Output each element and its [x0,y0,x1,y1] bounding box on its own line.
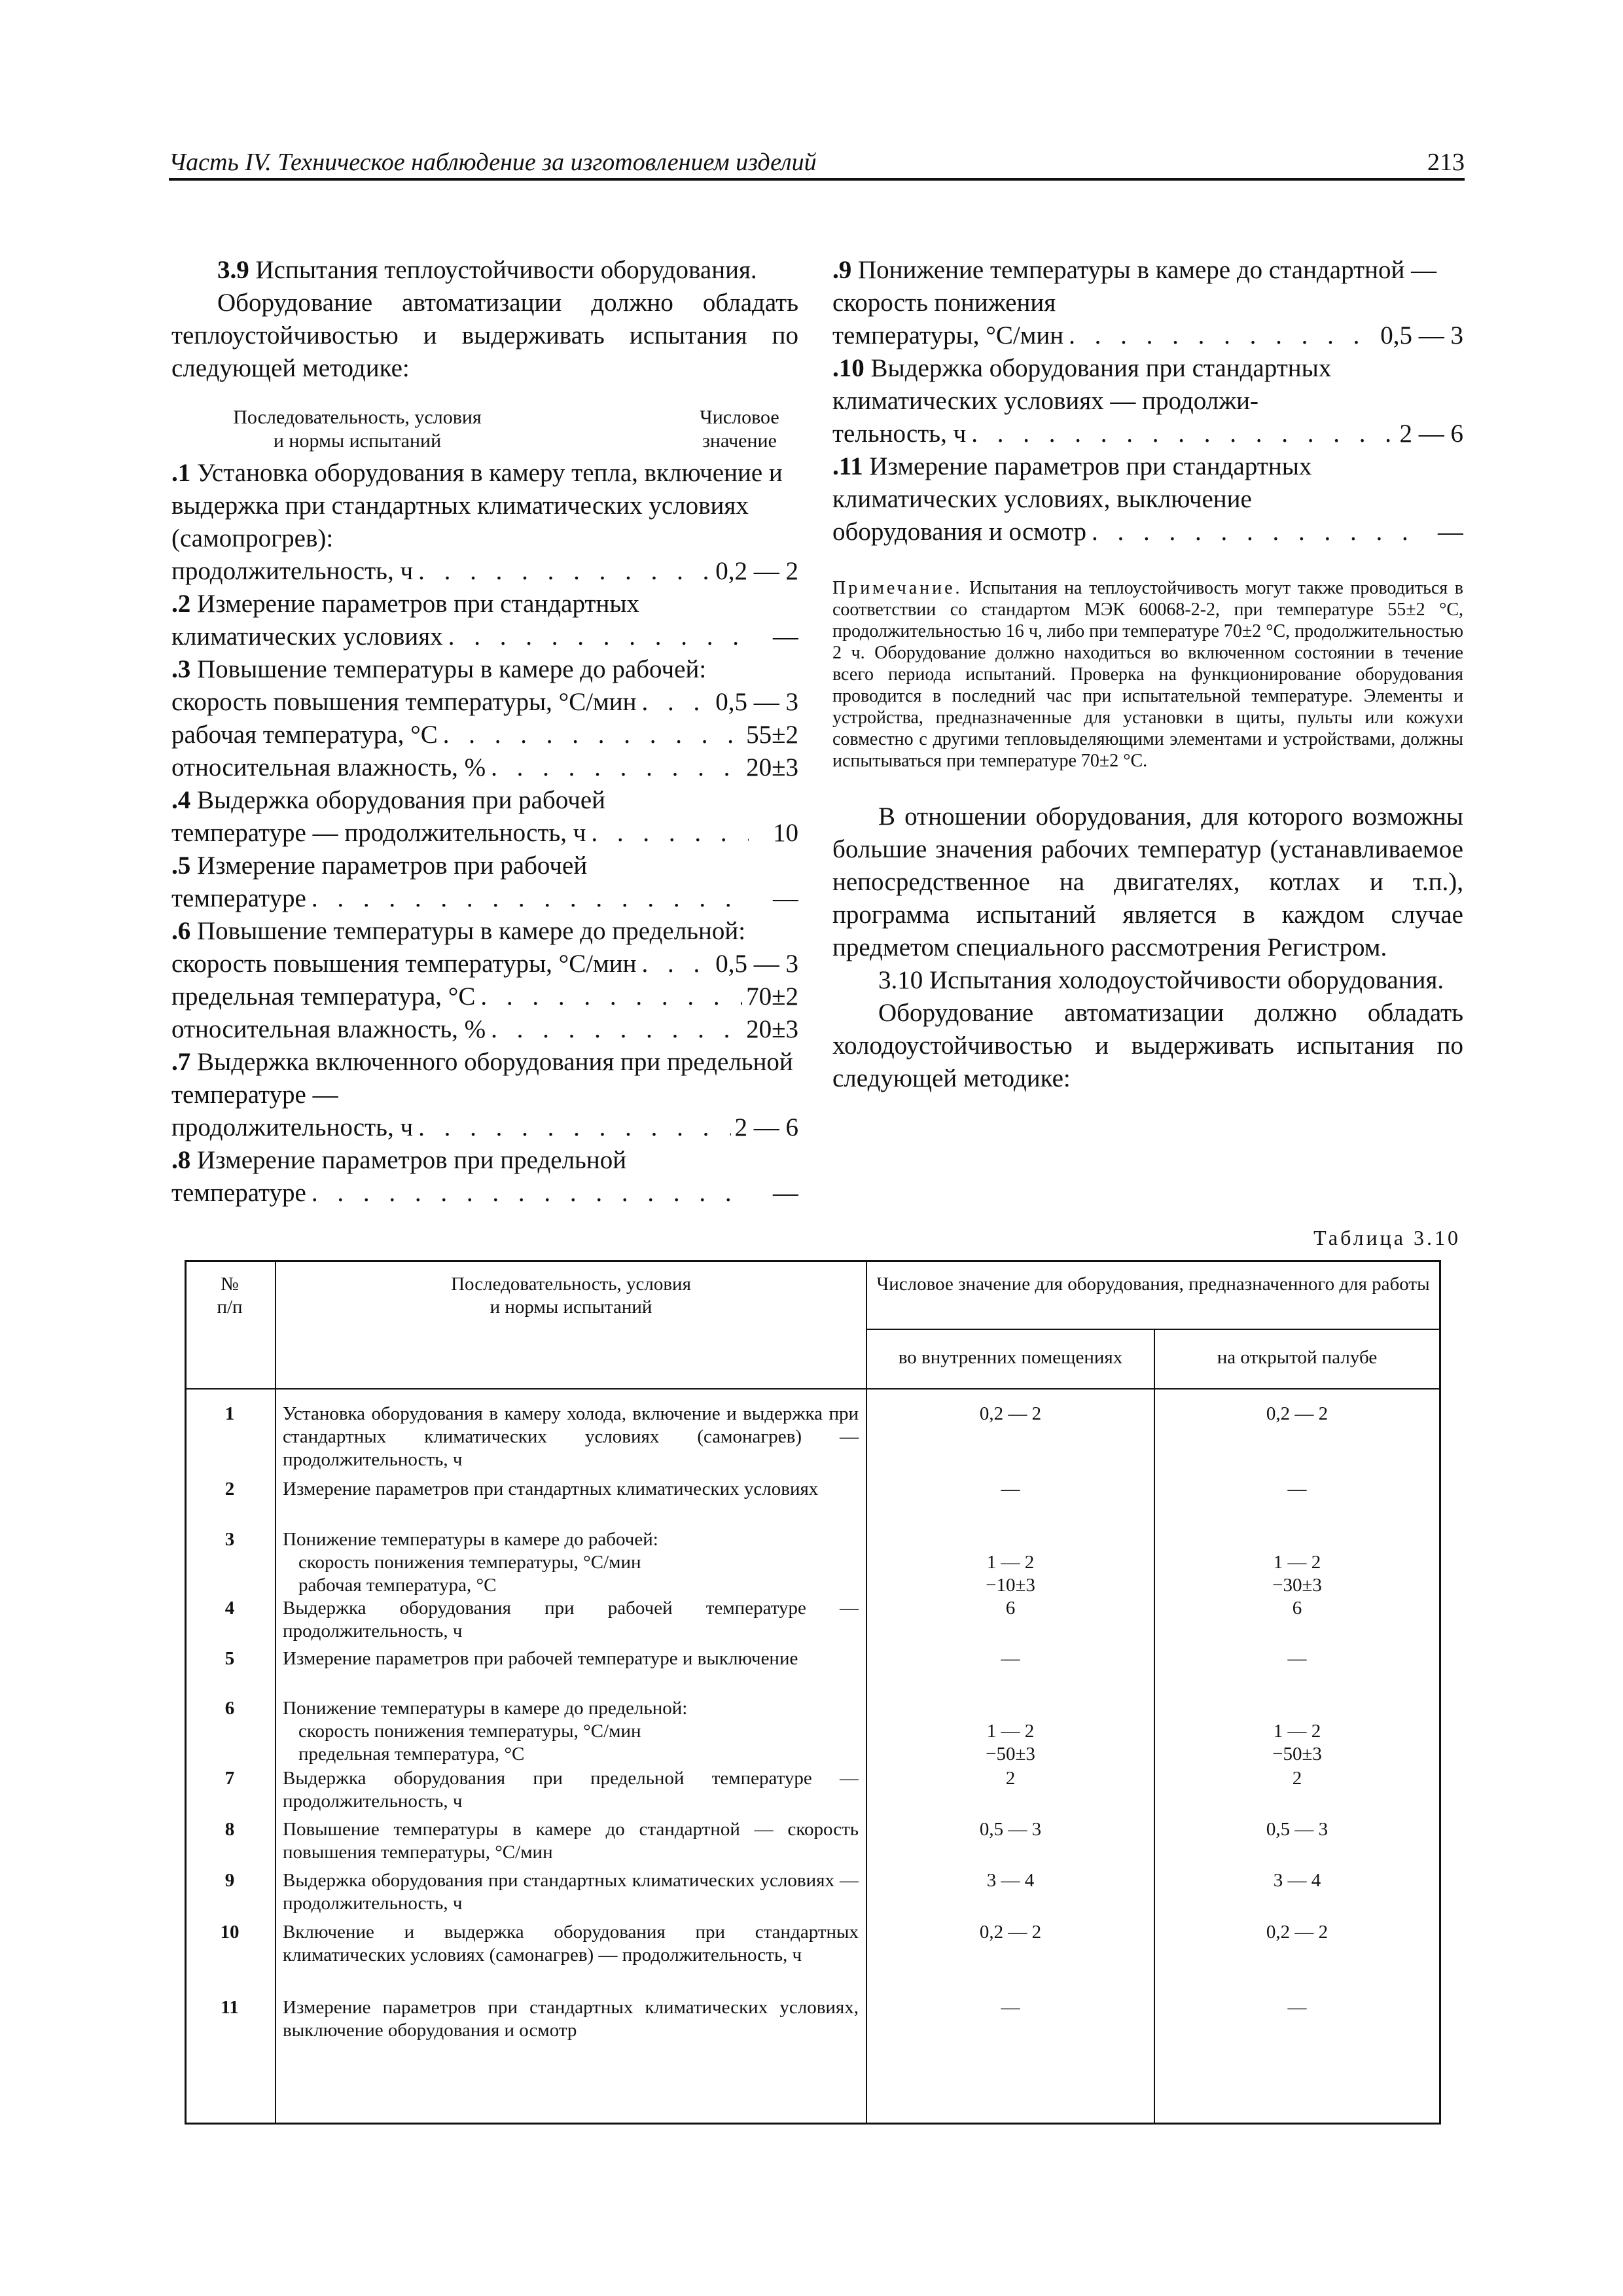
row-description: Выдержка оборудования при стандартных климатических условиях — продолжительность, ч [283,1870,859,1914]
heat-step-text: Измерение параметров при рабочей [197,852,588,880]
row-label: тельность, ч [832,420,967,448]
row-deck-value: 0,2 — 2 [1266,1922,1329,1943]
heat-step-3 [171,653,798,784]
row-value: 2 — 6 [734,1113,798,1141]
leader-dots [966,418,1395,450]
row-deck-value [1155,1720,1439,1766]
row-deck-value [1155,1551,1439,1597]
row-deck-value: 0,2 — 2 [1266,1403,1329,1424]
row-number: 10 [220,1922,240,1943]
note-label: Примечание. [832,578,963,598]
high-temperature-paragraph: В отношении оборудования, для которого возможны большие значения рабочих температур (устанавливаемое непосредственное на двигателях, котлах и т.п.), программа испытаний является в каждом случае предметом специального рассмотрения Регистром. [832,802,1463,961]
table-border-right [1439,1260,1441,2125]
row-number: 3 [224,1529,235,1550]
page-number: 213 [1427,149,1465,176]
procedure-header-left-line1: Последовательность, условия [233,406,482,428]
heat-step-row [171,817,798,850]
leader-dots [637,686,712,719]
row-value: 10 [773,819,798,847]
table-col-divider-1 [275,1260,276,2125]
heat-step-number: .10 [832,354,865,382]
procedure-header-right [681,406,798,453]
row-number: 4 [224,1598,235,1619]
header-sequence-line2: и нормы испытаний [490,1297,652,1318]
row-label: температуре [171,884,306,912]
row-label: относительная влажность, % [171,1015,486,1043]
row-deck-value: — [1287,1997,1307,2018]
row-indoor-value [867,1551,1154,1597]
heat-step-number: .1 [171,459,191,487]
procedure-header-left-line2: и нормы испытаний [273,430,442,452]
table-border-left [185,1260,187,2125]
section-3-10-title: Испытания холодоустойчивости оборудования. [929,966,1444,994]
leader-dots [486,1013,742,1046]
row-indoor-value: — [1001,1997,1020,2018]
row-indoor-value: 6 [1005,1598,1016,1619]
row-description: Повышение температуры в камере до стандартной — скорость повышения температуры, °С/мин [283,1819,859,1863]
heat-step-row [171,555,798,588]
section-3-9-title: Испытания теплоустойчивости оборудования. [255,256,757,284]
heat-step-text: Измерение параметров при предельной [197,1146,627,1174]
running-head-title: Часть IV. Техническое наблюдение за изготовлением изделий [169,149,817,176]
heat-step-row [832,516,1463,548]
row-number: 11 [221,1997,239,2018]
row-description: Установка оборудования в камеру холода, включение и выдержка при стандартных климатических условиях (самонагрев) — продолжительность, ч [283,1403,859,1470]
value-line: −10±3 [986,1575,1035,1596]
heat-step-11 [832,450,1463,548]
leader-dots [443,620,749,653]
procedure-column-headers [171,406,798,457]
row-value: 20±3 [746,1015,798,1043]
leader-dots [413,555,711,588]
row-indoor-value: 2 [1005,1768,1016,1789]
row-subline: рабочая температура, °С [298,1575,497,1596]
row-number: 7 [224,1768,235,1789]
leader-dots [637,948,712,980]
header-sequence [276,1273,866,1319]
heat-step-row [171,751,798,784]
row-description [283,1528,859,1597]
heat-step-5 [171,850,798,915]
heat-step-number: .7 [171,1048,191,1076]
heat-step-row [832,319,1463,352]
row-value: 70±2 [746,982,798,1011]
row-label: продолжительность, ч [171,557,414,585]
row-description: Выдержка оборудования при рабочей температуре — продолжительность, ч [283,1598,859,1641]
row-deck-value: 0,5 — 3 [1266,1819,1329,1840]
heat-step-row [171,1177,798,1210]
running-head [169,145,1465,179]
leader-dots [306,882,749,915]
heat-step-4 [171,784,798,850]
row-indoor-value: — [1001,1648,1020,1669]
section-3-10-heading [832,964,1463,997]
row-indoor-value: 0,2 — 2 [979,1403,1042,1424]
row-value: 0,5 — 3 [1380,321,1463,350]
row-value: 55±2 [746,721,798,749]
heat-step-text: Измерение параметров при стандартных [197,590,640,618]
row-description-line: Понижение температуры в камере до рабочей: [283,1529,658,1550]
row-description: Включение и выдержка оборудования при стандартных климатических условиях (самонагрев) — продолжительность, ч [283,1922,859,1965]
row-indoor-value [867,1720,1154,1766]
leader-dots [306,1177,749,1210]
heat-step-text: Установка оборудования в камеру тепла, включение и выдержка при стандартных климатических условиях (самопрогрев): [171,459,783,552]
heat-step-8 [171,1144,798,1210]
row-subline: скорость понижения температуры, °С/мин [298,1721,641,1742]
heat-step-number: .9 [832,256,852,284]
section-3-10-intro: Оборудование автоматизации должно обладать холодоустойчивостью и выдерживать испытания по следующей методике: [832,999,1463,1092]
heat-step-number: .4 [171,786,191,814]
heat-step-text: Выдержка оборудования при стандартных климатических условиях — продолжи- [832,354,1332,415]
row-description: Измерение параметров при рабочей температуре и выключение [283,1648,798,1669]
table-header-rule [185,1388,1441,1390]
row-subline: скорость понижения температуры, °С/мин [298,1552,641,1573]
heat-test-note [832,577,1463,772]
note-text: Испытания на теплоустойчивость могут также проводиться в соответствии со стандартом МЭК 60068-2-2, при температуре 55±2 °С, продолжительностью 16 ч, либо при температуре 70±2 °С, продолжительностью 2 ч. Оборудование должно находиться во включенном состоянии в течение всего периода испытаний. Проверка на функционирование оборудования проводится в последний час при испытательной температуре. Элементы и устройства, предназначенные для установки в щиты, пульты или кожухи совместно с другими тепловыделяющими элементами и устройствами, должны испытываться при температуре 70±2 °С. [832,578,1463,771]
heat-step-1 [171,457,798,588]
heat-step-number: .5 [171,852,191,880]
row-label: температуре [171,1179,306,1207]
procedure-header-right-line2: значение [702,430,777,452]
row-value: 0,2 — 2 [715,557,798,585]
heat-step-row [171,686,798,719]
row-value: — [773,884,798,912]
section-3-10-number: 3.10 [878,966,923,994]
value-line: 1 — 2 [1273,1721,1321,1742]
heat-step-number: .3 [171,655,191,683]
heat-step-text: Понижение температуры в камере до стандартной — скорость понижения [832,256,1437,317]
leader-dots [438,719,742,751]
header-number-line1: № [221,1274,239,1295]
value-line: 1 — 2 [986,1552,1035,1573]
row-description-line: Понижение температуры в камере до предельной: [283,1698,688,1719]
row-label: температуры, °С/мин [832,321,1064,350]
value-line: 1 — 2 [1273,1552,1321,1573]
procedure-header-left [187,406,527,453]
header-value: Числовое значение для оборудования, предназначенного для работы [876,1274,1430,1295]
leader-dots [586,817,749,850]
table-border-bottom [185,2123,1441,2125]
row-indoor-value: 0,2 — 2 [979,1922,1042,1943]
header-number [185,1273,275,1319]
row-value: — [773,622,798,651]
row-value: 20±3 [746,753,798,781]
row-label: скорость повышения температуры, °С/мин [171,950,637,978]
section-3-9-number: 3.9 [217,256,249,284]
row-indoor-value: 3 — 4 [986,1870,1035,1891]
row-label: температуре — продолжительность, ч [171,819,586,847]
leader-dots [1063,319,1376,352]
header-rule [169,178,1465,181]
row-label: климатических условиях [171,622,443,651]
row-value: — [1438,518,1463,546]
row-label: оборудования и осмотр [832,518,1086,546]
row-description: Измерение параметров при стандартных климатических условиях [283,1479,819,1499]
row-deck-value: 2 [1292,1768,1302,1789]
heat-step-number: .6 [171,917,191,945]
heat-step-text: Выдержка включенного оборудования при предельной температуре — [171,1048,793,1109]
heat-step-row [171,1111,798,1144]
header-open-deck: на открытой палубе [1217,1347,1378,1368]
heat-step-row [171,948,798,980]
header-sequence-line1: Последовательность, условия [451,1274,691,1295]
leader-dots [486,751,742,784]
heat-step-row [171,719,798,751]
row-value: 0,5 — 3 [715,950,798,978]
heat-step-6 [171,915,798,1046]
leader-dots [413,1111,730,1144]
header-indoor: во внутренних помещениях [898,1347,1123,1368]
heat-step-text: Повышение температуры в камере до рабочей: [197,655,707,683]
heat-step-7 [171,1046,798,1144]
row-value: 2 — 6 [1399,420,1463,448]
leader-dots [475,980,742,1013]
row-value: 0,5 — 3 [715,688,798,716]
table-caption: Таблица 3.10 [1313,1226,1461,1249]
leader-dots [1086,516,1414,548]
row-number: 2 [224,1479,235,1499]
heat-step-2 [171,588,798,653]
row-deck-value: — [1287,1479,1307,1499]
heat-step-number: .11 [832,452,863,480]
heat-step-text: Выдержка оборудования при рабочей [197,786,606,814]
value-line: −50±3 [1272,1744,1322,1765]
row-number: 5 [224,1648,235,1669]
row-number: 6 [224,1698,235,1719]
procedure-header-right-line1: Числовое [700,406,779,428]
row-deck-value: 6 [1292,1598,1302,1619]
row-number: 8 [224,1819,235,1840]
heat-step-row [832,418,1463,450]
heat-step-number: .8 [171,1146,191,1174]
row-description: Измерение параметров при стандартных климатических условиях, выключение оборудования и осмотр [283,1997,859,2041]
header-number-line2: п/п [217,1297,243,1318]
left-column [171,254,798,1210]
row-number: 1 [224,1403,235,1424]
row-description [283,1697,859,1766]
heat-step-number: .2 [171,590,191,618]
heat-step-row [171,1013,798,1046]
table-col-divider-2 [866,1260,867,2125]
section-3-9-intro: Оборудование автоматизации должно обладать теплоустойчивостью и выдерживать испытания по следующей методике: [171,289,798,382]
row-description: Выдержка оборудования при предельной температуре — продолжительность, ч [283,1768,859,1812]
row-indoor-value: 0,5 — 3 [979,1819,1042,1840]
row-value: — [773,1179,798,1207]
heat-step-row [171,882,798,915]
section-3-9-heading [171,254,798,287]
table-header-divider [866,1329,1441,1330]
heat-step-text: Измерение параметров при стандартных климатических условиях, выключение [832,452,1312,513]
row-indoor-value: — [1001,1479,1020,1499]
heat-step-text: Повышение температуры в камере до предельной: [197,917,746,945]
value-line: 1 — 2 [986,1721,1035,1742]
value-line: −50±3 [986,1744,1035,1765]
row-label: скорость повышения температуры, °С/мин [171,688,637,716]
row-label: предельная температура, °С [171,982,476,1011]
row-deck-value: — [1287,1648,1307,1669]
row-label: относительная влажность, % [171,753,486,781]
value-line: −30±3 [1272,1575,1322,1596]
cold-test-table [185,1260,1441,2125]
row-deck-value: 3 — 4 [1273,1870,1321,1891]
row-label: продолжительность, ч [171,1113,414,1141]
row-number: 9 [224,1870,235,1891]
row-label: рабочая температура, °С [171,721,438,749]
heat-step-row [171,620,798,653]
heat-step-row [171,980,798,1013]
table-border-top [185,1260,1441,1262]
row-subline: предельная температура, °С [298,1744,525,1765]
heat-step-10 [832,352,1463,450]
heat-step-9 [832,254,1463,352]
right-column [832,254,1463,1095]
